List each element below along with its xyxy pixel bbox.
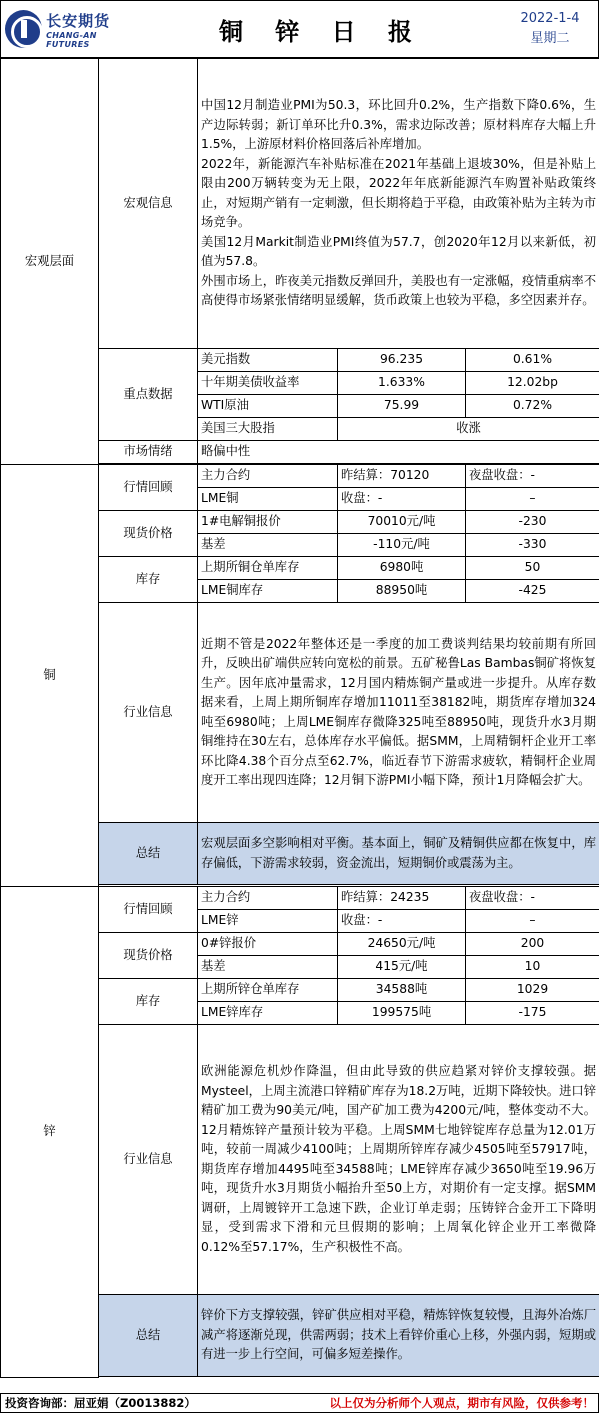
sentiment-label: 市场情绪 bbox=[99, 441, 198, 464]
zinc-industry-label: 行业信息 bbox=[99, 1025, 198, 1295]
section-zinc: 锌 bbox=[1, 887, 99, 1378]
copper-lme-change: – bbox=[466, 488, 599, 511]
report-title: 铜 锌 日 报 bbox=[218, 17, 425, 46]
copper-lme-close: 收盘：- bbox=[338, 488, 466, 511]
key-row-name: WTI原油 bbox=[198, 395, 338, 418]
copper-shfe-stock-change: 50 bbox=[466, 557, 599, 580]
report-header bbox=[0, 0, 599, 58]
copper-shfe-stock-value: 6980吨 bbox=[338, 557, 466, 580]
zinc-lme-close: 收盘：- bbox=[338, 910, 466, 933]
stocks-value: 收涨 bbox=[338, 418, 599, 441]
copper-lme-name: LME铜 bbox=[198, 488, 338, 511]
key-row-name: 十年期美债收益率 bbox=[198, 372, 338, 395]
zinc-shfe-stock-value: 34588吨 bbox=[338, 979, 466, 1002]
zinc-summary-label: 总结 bbox=[99, 1295, 198, 1377]
logo-name-cn: 长安期货 bbox=[46, 11, 111, 30]
zinc-lme-stock-name: LME锌库存 bbox=[198, 1002, 338, 1025]
macro-paragraph: 2022年，新能源汽车补贴标准在2021年基础上退坡30%，但是补贴上限由200万辆转变为无上限，2022年年底新能源汽车购置补贴政策终止，对短期产销有一定刺激，但长期将趋于平稳，由政策补贴为主转为市场竞争。 bbox=[201, 156, 596, 230]
logo-name-en: CHANG-AN FUTURES bbox=[46, 30, 97, 49]
zinc-lme-change: – bbox=[466, 910, 599, 933]
zinc-main-contract: 主力合约 bbox=[198, 887, 338, 910]
zinc-lme-stock-change: -175 bbox=[466, 1002, 599, 1025]
zinc-spot-change: 200 bbox=[466, 933, 599, 956]
copper-spot-name: 1#电解铜报价 bbox=[198, 511, 338, 534]
logo-icon bbox=[5, 10, 42, 48]
copper-industry-label: 行业信息 bbox=[99, 603, 198, 823]
section-copper: 铜 bbox=[1, 465, 99, 887]
zinc-spot-label: 现货价格 bbox=[99, 933, 198, 979]
copper-industry-text: 近期不管是2022年整体还是一季度的加工费谈判结果均较前期有所回升，反映出矿端供应转向宽松的前景。五矿秘鲁Las Bambas铜矿将恢复生产。因年底冲量需求，12月国内精炼铜产量或进一步提升。从库存数据来看，上周上期所铜库存增加11011至38182吨，期货库存增加324吨至6980吨；上周LME铜库存微降325吨至88950吨，现货升水3月期铜维持在30左右，总体库存水平偏低。据SMM，上周精铜杆企业开工率环比降4.38个百分点至62.7%，临近春节下游需求疲软，精铜杆企业周度开工率出现四连降；12月铜下游PMI小幅下降，预计1月降幅会扩大。 bbox=[198, 603, 599, 823]
zinc-lme-stock-value: 199575吨 bbox=[338, 1002, 466, 1025]
key-row-value: 1.633% bbox=[338, 372, 466, 395]
copper-review-label: 行情回顾 bbox=[99, 465, 198, 511]
key-row-name: 美元指数 bbox=[198, 349, 338, 372]
zinc-industry-text: 欧洲能源危机炒作降温，但由此导致的供应趋紧对锌价支撑较强。据Mysteel，上周主流港口锌精矿库存为18.2万吨，近期下降较快。进口锌精矿加工费为90美元/吨，国产矿加工费为4200元/吨，整体变动不大。12月精炼锌产量预计较为平稳。上周SMM七地锌锭库存总量为12.01万吨，较前一周减少4100吨；上周期所锌库存减少4505吨至57917吨，期货库存增加4495吨至34588吨；LME锌库存减少3650吨至19.96万吨，现货升水3月期货小幅抬升至50上方，对期价有一定支撑。据SMM调研，上周镀锌开工急速下跌，企业订单走弱；压铸锌合金开工下降明显，受到需求下滑和元旦假期的影响；上周氧化锌企业开工率微降0.12%至57.17%，生产积极性不高。 bbox=[198, 1025, 599, 1295]
copper-summary-text: 宏观层面多空影响相对平衡。基本面上，铜矿及精铜供应都在恢复中，库存偏低，下游需求较弱，资金流出，短期铜价或震荡为主。 bbox=[198, 823, 599, 885]
zinc-shfe-stock-change: 1029 bbox=[466, 979, 599, 1002]
copper-main-contract: 主力合约 bbox=[198, 465, 338, 488]
section-macro: 宏观层面 bbox=[1, 59, 99, 465]
zinc-lme-name: LME锌 bbox=[198, 910, 338, 933]
zinc-spot-value: 24650元/吨 bbox=[338, 933, 466, 956]
zinc-basis-value: 415元/吨 bbox=[338, 956, 466, 979]
copper-spot-value: 70010元/吨 bbox=[338, 511, 466, 534]
copper-shfe-stock-name: 上期所铜仓单库存 bbox=[198, 557, 338, 580]
zinc-settle: 昨结算：24235 bbox=[338, 887, 466, 910]
copper-lme-stock-value: 88950吨 bbox=[338, 580, 466, 603]
macro-info-label: 宏观信息 bbox=[99, 59, 198, 349]
footer-analyst: 投资咨询部：屈亚娟（Z0013882） bbox=[5, 1396, 196, 1410]
zinc-summary-text: 锌价下方支撑较强，锌矿供应相对平稳，精炼锌恢复较慢，且海外冶炼厂减产将逐渐兑现，供需两弱；技术上看锌价重心上移，外强内弱，短期或有进一步上行空间，可偏多短差操作。 bbox=[198, 1295, 599, 1377]
macro-info-text bbox=[198, 59, 599, 349]
copper-night: 夜盘收盘：- bbox=[466, 465, 599, 488]
key-row-change: 0.61% bbox=[466, 349, 599, 372]
copper-settle: 昨结算：70120 bbox=[338, 465, 466, 488]
date-text: 2022-1-4 bbox=[520, 11, 580, 26]
macro-paragraph: 外围市场上，昨夜美元指数反弹回升，美股也有一定涨幅，疫情重病率不高使得市场紧张情绪明显缓解，货币政策上也较为平稳，多空因素并存。 bbox=[201, 273, 596, 308]
report-footer bbox=[0, 1393, 599, 1413]
zinc-spot-name: 0#锌报价 bbox=[198, 933, 338, 956]
macro-paragraph: 美国12月Markit制造业PMI终值为57.7，创2020年12月以来新低，初值为57.8。 bbox=[201, 234, 596, 269]
copper-stock-label: 库存 bbox=[99, 557, 198, 603]
copper-spot-change: -230 bbox=[466, 511, 599, 534]
company-logo bbox=[1, 1, 141, 57]
zinc-shfe-stock-name: 上期所锌仓单库存 bbox=[198, 979, 338, 1002]
zinc-basis-change: 10 bbox=[466, 956, 599, 979]
key-row-change: 0.72% bbox=[466, 395, 599, 418]
copper-lme-stock-change: -425 bbox=[466, 580, 599, 603]
copper-lme-stock-name: LME铜库存 bbox=[198, 580, 338, 603]
copper-basis-change: -330 bbox=[466, 534, 599, 557]
key-row-value: 75.99 bbox=[338, 395, 466, 418]
weekday-text: 星期二 bbox=[530, 31, 570, 46]
macro-paragraph: 中国12月制造业PMI为50.3，环比回升0.2%，生产指数下降0.6%，生产边际转弱；新订单环比升0.3%，需求边际改善；原材料库存大幅上升1.5%，上游原材料价格回落后补库增加。 bbox=[201, 98, 596, 152]
zinc-stock-label: 库存 bbox=[99, 979, 198, 1025]
report-table bbox=[0, 58, 599, 1378]
stocks-name: 美国三大股指 bbox=[198, 418, 338, 441]
sentiment-value: 略偏中性 bbox=[198, 441, 599, 464]
report-date bbox=[502, 9, 598, 49]
copper-basis-value: -110元/吨 bbox=[338, 534, 466, 557]
copper-spot-label: 现货价格 bbox=[99, 511, 198, 557]
copper-basis-name: 基差 bbox=[198, 534, 338, 557]
key-row-value: 96.235 bbox=[338, 349, 466, 372]
key-data-label: 重点数据 bbox=[99, 349, 198, 441]
copper-summary-label: 总结 bbox=[99, 823, 198, 885]
zinc-night: 夜盘收盘：- bbox=[466, 887, 599, 910]
key-row-change: 12.02bp bbox=[466, 372, 599, 395]
zinc-review-label: 行情回顾 bbox=[99, 887, 198, 933]
footer-disclaimer: 以上仅为分析师个人观点，期市有风险，仅供参考！ bbox=[329, 1396, 594, 1410]
zinc-basis-name: 基差 bbox=[198, 956, 338, 979]
